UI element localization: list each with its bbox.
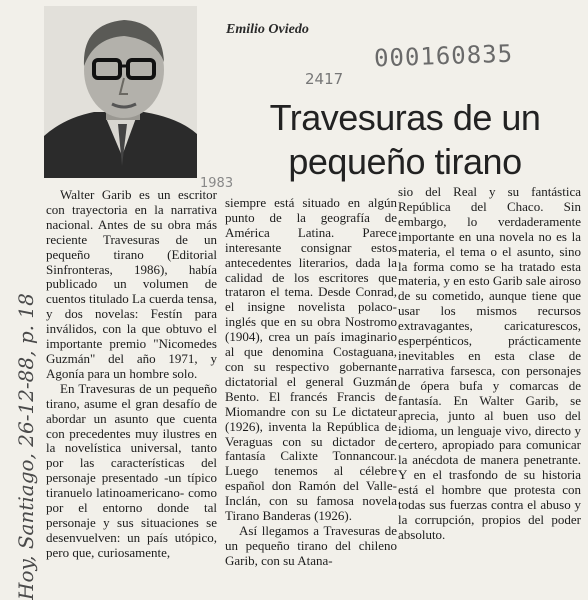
author-portrait xyxy=(44,6,197,178)
article-column-1 xyxy=(46,188,217,561)
page-number: 2417 xyxy=(305,70,344,88)
headline-line-1: Travesuras de un xyxy=(269,97,541,138)
paragraph: Walter Garib es un escritor con trayectoria en la narrativa nacional. Antes de su obra más reciente Travesuras de un pequeño tirano (Editorial Sinfronteras, 1986), había publicado un volumen de cuentos titulado La cuerda tensa, y dos novelas: Festín para inválidos, con la que obtuvo el importante premio "Nicomedes Guzmán" del año 1971, y Agonía para un hombre solo. xyxy=(46,187,217,381)
byline: Emilio Oviedo xyxy=(226,22,309,37)
year-annotation: 1983 xyxy=(200,176,234,191)
headline-line-2: pequeño tirano xyxy=(288,141,522,182)
headline xyxy=(230,96,580,184)
article-column-3 xyxy=(398,185,581,543)
handwritten-note: Hoy, Santiago, 26-12-88, p. 18 xyxy=(14,293,38,600)
article-column-2 xyxy=(225,196,397,569)
paragraph: siempre está situado en algún punto de la geografía de América Latina. Parece interesante consignar estos antecedentes literarios, dada la calidad de los escritores que trataron el tema. Desde Conrad, el insigne novelista polaco-inglés que en su obra Nostromo (1904), crea un país imaginario al que denomina Costaguana, con su respectivo gobernante dictatorial el general Guzmán Bento. El francés Francis de Miomandre con su Le dictateur (1926), inventa la República de Veraguas con su dictador de fantasía Calixte Tonnancour. Luego tenemos al célebre español don Ramón del Valle-Inclán, con su famosa novela Tirano Banderas (1926). xyxy=(225,195,397,524)
archive-code: 000160835 xyxy=(373,39,514,73)
paragraph: sio del Real y su fantástica República del Chaco. Sin embargo, lo verdaderamente importante en una novela no es la materia, el tema o el asunto, sino la forma como se ha tratado esta materia, y en esto Garib sale airoso de su cometido, aunque tiene que usar los mismos recursos extravagantes, caricaturescos, esperpénticos, prácticamente inevitables en esta clase de narrativa farsesca, con personajes de ópera bufa y comarcas de fantasía. En Walter Garib, se aprecia, junto al buen uso del idioma, un lenguaje vivo, directo y certero, apropiado para comunicar la anécdota de manera penetrante. Y en el trasfondo de su historia está el hombre que protesta con todas sus fuerzas contra el abuso y la corrupción, propios del poder absoluto. xyxy=(398,184,582,542)
paragraph: En Travesuras de un pequeño tirano, asume el gran desafío de abordar un asunto que cuenta con precedentes muy ilustres en la novelística universal, tanto por las características del personaje presentado -un típico tiranuelo latinoamericano- como por el entorno donde tal personaje y sus situaciones se desenvuelven: un país utópico, pero que, curiosamente, xyxy=(46,380,217,560)
paragraph: Así llegamos a Travesuras de un pequeño tirano del chileno Garib, con su Atana- xyxy=(225,522,397,568)
margin-annotation xyxy=(8,0,44,600)
